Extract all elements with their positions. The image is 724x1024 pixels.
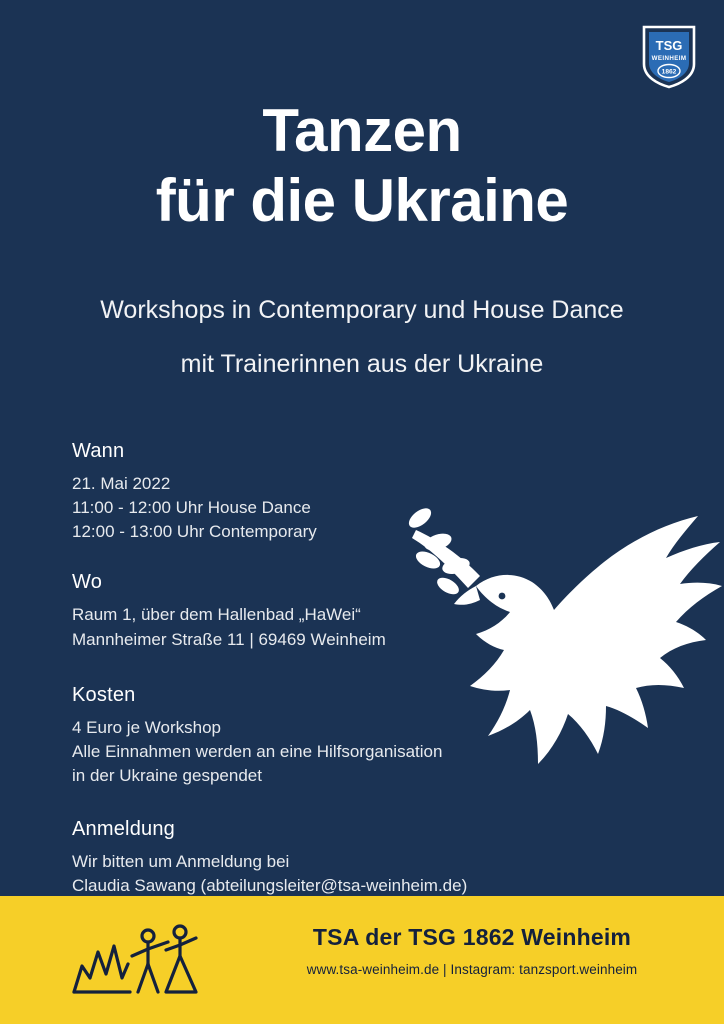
footer-text-block <box>240 924 704 977</box>
footer-title: TSA der TSG 1862 Weinheim <box>312 924 632 950</box>
info-line: 21. Mai 2022 <box>72 474 171 493</box>
footer-subtitle[interactable]: www.tsa-weinheim.de | Instagram: tanzsport.weinheim <box>306 962 638 977</box>
info-title-wann: Wann <box>72 440 125 462</box>
info-title-kosten: Kosten <box>72 683 136 706</box>
headline-line-1: Tanzen <box>262 97 462 164</box>
dancing-couple-icon <box>68 916 218 1002</box>
poster-headline <box>0 96 724 236</box>
info-block <box>72 440 512 898</box>
info-section-kosten <box>72 684 512 788</box>
poster-subheadline <box>0 297 724 378</box>
tsg-weinheim-logo <box>640 24 698 90</box>
svg-text:TSG: TSG <box>655 38 683 53</box>
poster-footer <box>0 896 724 1024</box>
info-line: Raum 1, über dem Hallenbad „HaWei“ <box>72 605 361 625</box>
info-title-wo: Wo <box>72 571 103 594</box>
info-section-wo <box>72 571 512 651</box>
headline-line-2: für die Ukraine <box>155 167 569 235</box>
info-line: Alle Einnahmen werden an eine Hilfsorganisation <box>72 741 443 761</box>
info-section-anmeldung <box>72 818 512 898</box>
info-line: Mannheimer Straße 11 | 69469 Weinheim <box>72 629 386 649</box>
info-line: Wir bitten um Anmeldung bei <box>72 852 290 871</box>
info-line: 12:00 - 13:00 Uhr Contemporary <box>72 522 317 542</box>
info-section-wann <box>72 440 512 544</box>
svg-text:WEINHEIM: WEINHEIM <box>651 55 687 62</box>
info-title-anmeldung: Anmeldung <box>72 818 175 840</box>
info-line: 4 Euro je Workshop <box>72 717 221 737</box>
info-line: 11:00 - 12:00 Uhr House Dance <box>72 498 311 518</box>
info-line: in der Ukraine gespendet <box>72 765 262 785</box>
subheadline-line-1: Workshops in Contemporary und House Dance <box>100 296 624 324</box>
svg-text:1862: 1862 <box>661 68 677 76</box>
contact-email-line[interactable]: Claudia Sawang (abteilungsleiter@tsa-weinheim.de) <box>72 876 468 896</box>
subheadline-line-2: mit Trainerinnen aus der Ukraine <box>180 349 544 378</box>
